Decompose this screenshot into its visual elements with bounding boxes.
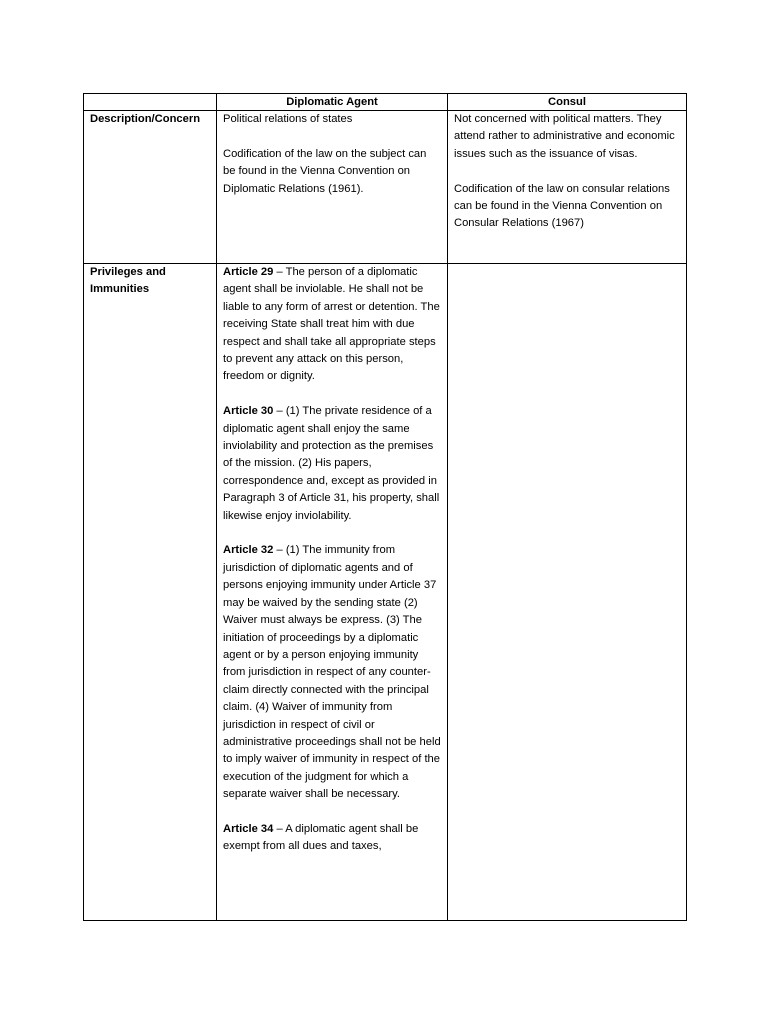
article-text: – (1) The immunity from jurisdiction of diplomatic agents and of persons enjoying immunity under Article 37 may be waived by the sending state (2) Waiver must always be express. (3) The initiation of proceedings by a diplomatic agent or by a person enjoying immunity from jurisdiction in respect of any counter-claim directly connected with the principal claim. (4) Waiver of immunity from jurisdiction in respect of civil or administrative proceedings shall not be held to imply waiver of immunity in respect of the execution of the judgment for which a separate waiver shall be necessary. <box>223 544 441 801</box>
cell-description-consul <box>448 111 687 264</box>
table-row-privileges <box>84 264 687 921</box>
article-title: Article 32 <box>223 544 274 557</box>
article-text: – The person of a diplomatic agent shall be inviolable. He shall not be liable to any form of arrest or detention. The receiving State shall treat him with due respect and shall take all appropriate steps to prevent any attack on this person, freedom or dignity. <box>223 266 440 383</box>
cell-privileges-consul <box>448 264 687 921</box>
cell-description-diplomatic <box>217 111 448 264</box>
article-paragraph <box>223 542 441 803</box>
row-label-privileges: Privileges and Immunities <box>84 264 217 921</box>
row-label-description: Description/Concern <box>84 111 217 264</box>
article-text: – A diplomatic agent shall be exempt from all dues and taxes, <box>223 822 419 853</box>
paragraph: Not concerned with political matters. They attend rather to administrative and economic issues such as the issuance of visas. <box>454 113 675 160</box>
paragraph: Codification of the law on the subject can be found in the Vienna Convention on Diplomatic Relations (1961). <box>223 147 427 195</box>
comparison-table <box>83 93 687 921</box>
header-cell-empty <box>84 94 217 111</box>
header-row <box>84 94 687 111</box>
article-paragraph <box>223 264 441 386</box>
article-title: Article 30 <box>223 405 274 418</box>
article-paragraph <box>223 403 441 525</box>
cell-privileges-diplomatic <box>217 264 448 921</box>
table-header <box>84 94 687 111</box>
header-cell-consul: Consul <box>448 94 687 111</box>
article-paragraph <box>223 821 441 856</box>
paragraph: Political relations of states <box>223 113 353 125</box>
header-cell-diplomatic-agent: Diplomatic Agent <box>217 94 448 111</box>
article-text: – (1) The private residence of a diplomatic agent shall enjoy the same inviolability and protection as the premises of the mission. (2) His papers, correspondence and, except as provided in Paragraph 3 of Article 31, his property, shall likewise enjoy inviolability. <box>223 405 440 522</box>
article-title: Article 34 <box>223 822 274 835</box>
article-title: Article 29 <box>223 266 274 278</box>
table-row-description <box>84 111 687 264</box>
paragraph: Codification of the law on consular relations can be found in the Vienna Convention on Consular Relations (1967) <box>454 182 670 230</box>
